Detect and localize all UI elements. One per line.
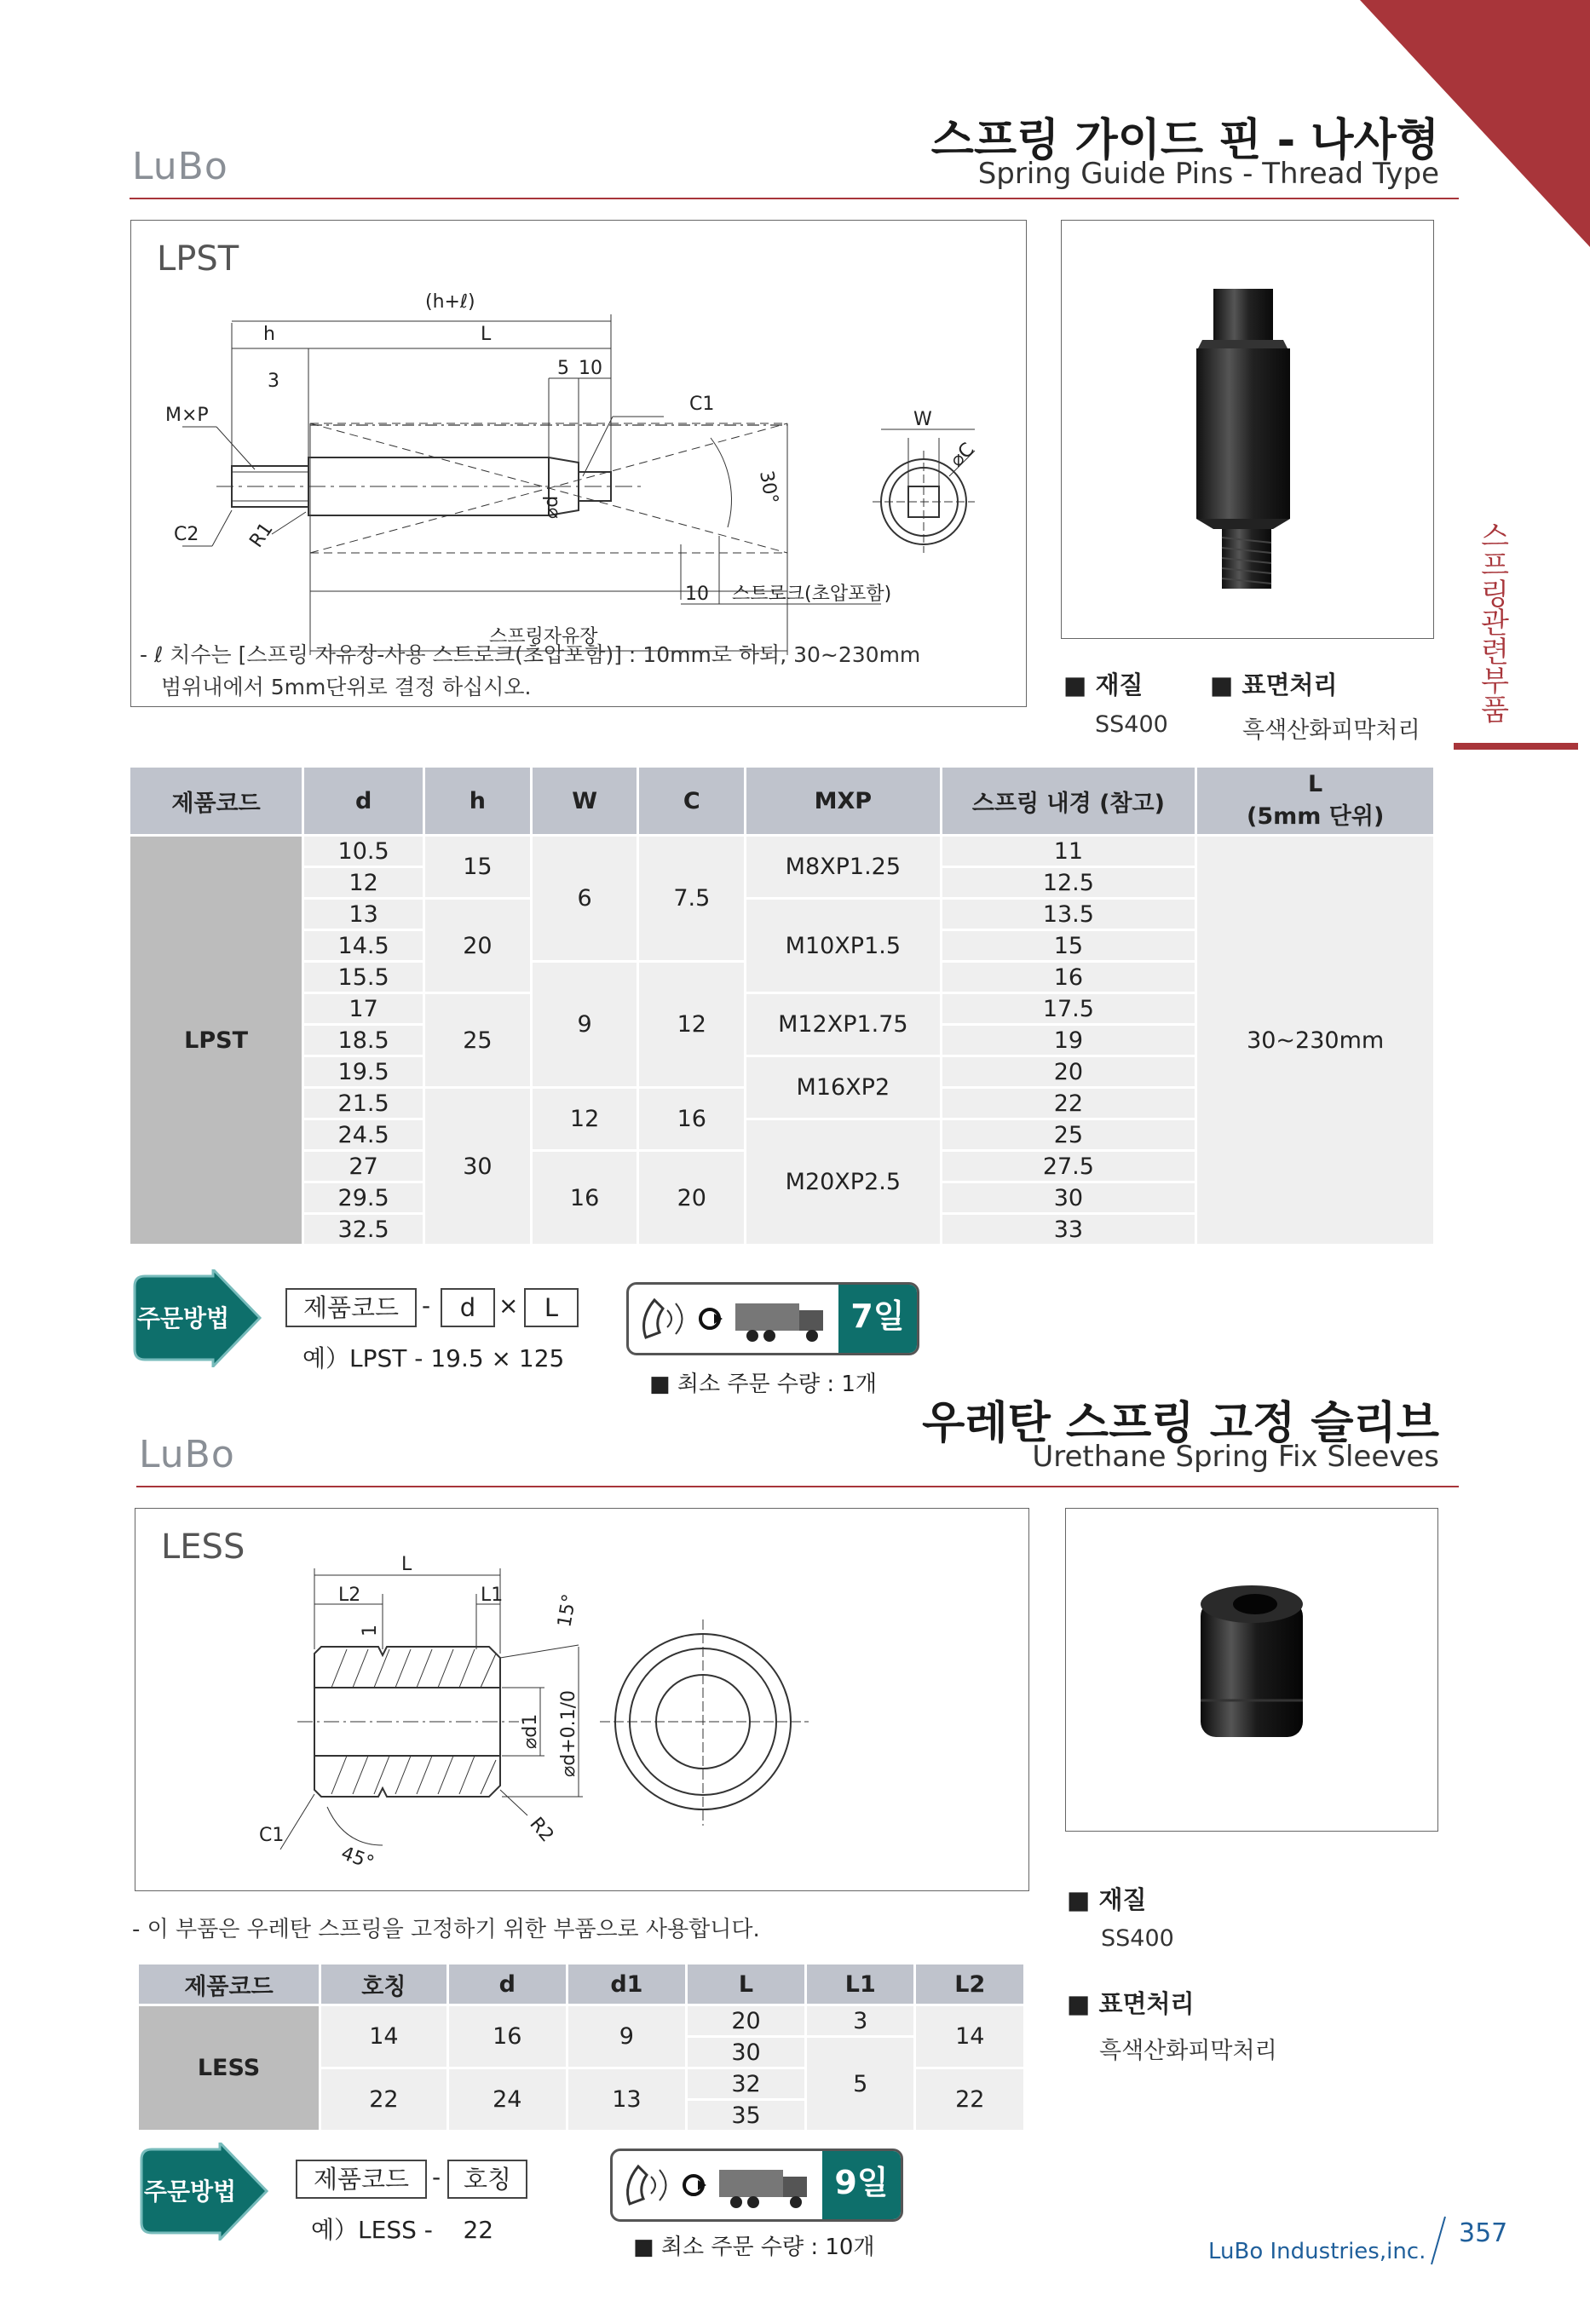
cell2-d: 16 [449,2006,566,2067]
lpst-spec-table [128,765,1436,1246]
section2-photo-box [1065,1508,1438,1832]
brand-logo-2: LuBo [139,1433,235,1476]
section2-diagram-label: LESS [161,1527,245,1567]
section1-material-label: ■ 재질 [1063,670,1144,699]
cell2-L1: 5 [807,2038,913,2130]
cell-inner: 15 [942,931,1195,960]
dim-L: L [481,324,492,345]
dim-10b: 10 [685,584,709,605]
cell-d: 19.5 [304,1057,423,1086]
cell2-name: 14 [321,2006,446,2067]
dim2-45deg: 45° [337,1843,377,1874]
cell-inner: 33 [942,1215,1195,1244]
th-d: d [304,768,423,834]
dim-stroke: 스트로크(초압포함) [732,584,892,605]
dim2-L2: L2 [338,1585,361,1606]
section2-material-value: SS400 [1101,1925,1174,1952]
section1-diagram-label: LPST [157,239,239,279]
phone-truck-icon [629,1285,833,1353]
cell-w: 16 [533,1152,637,1244]
th-L-main: L [1308,771,1323,797]
section1-note-line1: - ℓ 치수는 [스프링 자유장-사용 스트로크(초압포함)] : 10mm로 하되, 30~230mm [140,642,921,667]
cell-d: 12 [304,868,423,897]
cell2-L: 35 [688,2101,804,2130]
order-dash-2: - [432,2163,441,2191]
section1-photo-box [1061,220,1434,639]
section1-title-en: Spring Guide Pins - Thread Type [977,157,1439,191]
lpst-technical-drawing [131,221,1026,664]
cell-mxp: M8XP1.25 [746,837,939,897]
dim2-L1: L1 [481,1585,504,1606]
phone-truck-icon-2 [613,2151,817,2219]
less-spec-table [136,1962,1026,2132]
table-header-row [139,1964,1023,2004]
th2-d1: d1 [568,1964,685,2004]
dim-10: 10 [579,358,602,379]
order-box-d: d [441,1288,495,1327]
cell-inner: 13.5 [942,900,1195,929]
cell2-code: LESS [139,2006,319,2130]
section1-note-line2: 범위내에서 5mm단위로 결정 하십시오. [161,675,532,699]
dim-h: h [263,324,275,345]
dim-phid: ⌀d [541,495,562,519]
min-order-2: ■ 최소 주문 수량 : 10개 [633,2235,875,2260]
cell-mxp: M10XP1.5 [746,900,939,992]
cell-L: 30~230mm [1197,837,1433,1244]
dim-5: 5 [557,358,569,379]
cell-inner: 11 [942,837,1195,866]
order-method-badge-1 [128,1269,264,1367]
section2-material-label-text: 재질 [1098,1885,1147,1914]
dim2-L: L [401,1554,412,1575]
cell-inner: 22 [942,1089,1195,1118]
section2-note: - 이 부품은 우레탄 스프링을 고정하기 위한 부품으로 사용합니다. [132,1917,760,1942]
min-order-1: ■ 최소 주문 수량 : 1개 [649,1372,878,1397]
dim-w: W [913,409,932,430]
cell-inner: 17.5 [942,994,1195,1023]
th2-name: 호칭 [321,1964,446,2004]
order-example-2: 예）LESS - 22 [311,2216,494,2244]
section2-title-en: Urethane Spring Fix Sleeves [1032,1440,1439,1474]
cell-d: 13 [304,900,423,929]
cell-d: 14.5 [304,931,423,960]
section1-material-value: SS400 [1095,711,1168,738]
cell-mxp: M20XP2.5 [746,1120,939,1244]
cell-inner: 20 [942,1057,1195,1086]
cell2-L: 32 [688,2069,804,2098]
cell2-d1: 9 [568,2006,685,2067]
delivery-badge-1 [626,1282,919,1355]
order-example-1: 예）LPST - 19.5 × 125 [302,1344,565,1372]
th-code: 제품코드 [130,768,302,834]
cell-c: 12 [639,963,744,1086]
order-times: × [498,1291,519,1320]
cell-w: 6 [533,837,637,960]
cell2-d1: 13 [568,2069,685,2130]
page-number: 357 [1459,2218,1508,2248]
cell-inner: 25 [942,1120,1195,1149]
dim-phic: ⌀C [946,439,979,472]
cell-mxp: M12XP1.75 [746,994,939,1055]
section2-rule [136,1486,1459,1487]
order-method-badge-2 [135,2143,271,2241]
cell-d: 21.5 [304,1089,423,1118]
dim-c1: C1 [689,394,715,415]
cell-d: 29.5 [304,1183,423,1212]
cell-c: 20 [639,1152,744,1244]
table-row [130,837,1433,866]
section1-rule [130,198,1459,199]
th-w: W [533,768,637,834]
th-L-sub: (5mm 단위) [1246,803,1385,830]
cell2-L: 20 [688,2006,804,2035]
dim2-15deg: 15° [554,1592,581,1630]
th-h: h [425,768,530,834]
cell2-d: 24 [449,2069,566,2130]
cell-c: 16 [639,1089,744,1149]
th2-L: L [688,1964,804,2004]
order-dash-1: - [422,1291,431,1320]
brand-logo: LuBo [132,145,228,188]
footer-company: LuBo Industries,inc. [1208,2239,1426,2264]
section2-material-label: ■ 재질 [1067,1885,1147,1914]
dim2-c1: C1 [259,1825,285,1846]
table-row [139,2006,1023,2035]
cell-d: 17 [304,994,423,1023]
side-tab-label: 스프링관련부품 [1475,521,1509,723]
dim-3: 3 [268,371,279,392]
cell-mxp: M16XP2 [746,1057,939,1118]
th-L [1197,768,1433,834]
delivery-badge-2 [610,2149,903,2222]
cell-inner: 19 [942,1026,1195,1055]
cell-w: 9 [533,963,637,1086]
cell-d: 24.5 [304,1120,423,1149]
footer-divider [1430,2215,1447,2266]
th2-d: d [449,1964,566,2004]
cell-inner: 16 [942,963,1195,992]
cell2-L2: 22 [916,2069,1023,2130]
lpst-product-photo [1062,221,1433,638]
cell-w: 12 [533,1089,637,1149]
dim2-phid: ⌀d+0.1/0 [558,1689,579,1777]
dim-30deg: 30° [755,469,782,506]
section1-material-label-text: 재질 [1095,670,1144,699]
order-method-label-1: 주문방법 [136,1304,230,1332]
order-method-label-2: 주문방법 [143,2177,237,2206]
order-box-code-1: 제품코드 [285,1288,417,1327]
th2-code: 제품코드 [139,1964,319,2004]
delivery-days-1: 7일 [838,1285,917,1353]
cell-d: 10.5 [304,837,423,866]
cell2-L: 30 [688,2038,804,2067]
th2-L2: L2 [916,1964,1023,2004]
th-inner: 스프링 내경 (참고) [942,768,1195,834]
section1-surface-value: 흑색산화피막처리 [1242,717,1420,744]
table-header-row [130,768,1433,834]
section2-surface-value: 흑색산화피막처리 [1099,2038,1277,2064]
cell2-L2: 14 [916,2006,1023,2067]
section2-surface-label: ■ 표면처리 [1067,1989,1195,2018]
cell-inner: 12.5 [942,868,1195,897]
dim-r1: R1 [245,519,278,552]
dim-free-length: 스프링자유장 [489,626,598,647]
cell-inner: 30 [942,1183,1195,1212]
cell-h: 25 [425,994,530,1086]
less-product-photo [1066,1509,1437,1831]
order-box-code-2: 제품코드 [296,2160,427,2199]
dim-h-l: (h+ℓ) [425,291,475,313]
cell-h: 30 [425,1089,530,1244]
cell-inner: 27.5 [942,1152,1195,1181]
th-c: C [639,768,744,834]
cell2-name: 22 [321,2069,446,2130]
cell-d: 15.5 [304,963,423,992]
section1-surface-label-text: 표면처리 [1241,670,1338,699]
dim2-r2: R2 [525,1813,558,1847]
th-mxp: MXP [746,768,939,834]
cell-d: 18.5 [304,1026,423,1055]
cell2-L1: 3 [807,2006,913,2035]
order-box-name: 호칭 [447,2160,527,2199]
side-tab-bar [1454,743,1578,750]
section1-surface-label: ■ 표면처리 [1210,670,1338,699]
cell-h: 15 [425,837,530,897]
cell-code: LPST [130,837,302,1244]
cell-c: 7.5 [639,837,744,960]
dim-c2: C2 [174,524,199,545]
section1-title-ko: 스프링 가이드 핀 - 나사형 [930,115,1439,166]
th2-L1: L1 [807,1964,913,2004]
section2-title-ko: 우레탄 스프링 고정 슬리브 [922,1398,1439,1449]
cell-d: 32.5 [304,1215,423,1244]
dim2-1: 1 [360,1625,381,1637]
cell-d: 27 [304,1152,423,1181]
dim-mxp: M×P [165,405,209,426]
cell-h: 20 [425,900,530,992]
section1-drawing-box [130,220,1027,707]
section2-surface-label-text: 표면처리 [1098,1989,1195,2018]
less-technical-drawing [135,1509,1028,1890]
section2-drawing-box [135,1508,1029,1891]
delivery-days-2: 9일 [822,2151,901,2219]
dim2-phid1: ⌀d1 [520,1713,541,1749]
order-box-L: L [524,1288,579,1327]
